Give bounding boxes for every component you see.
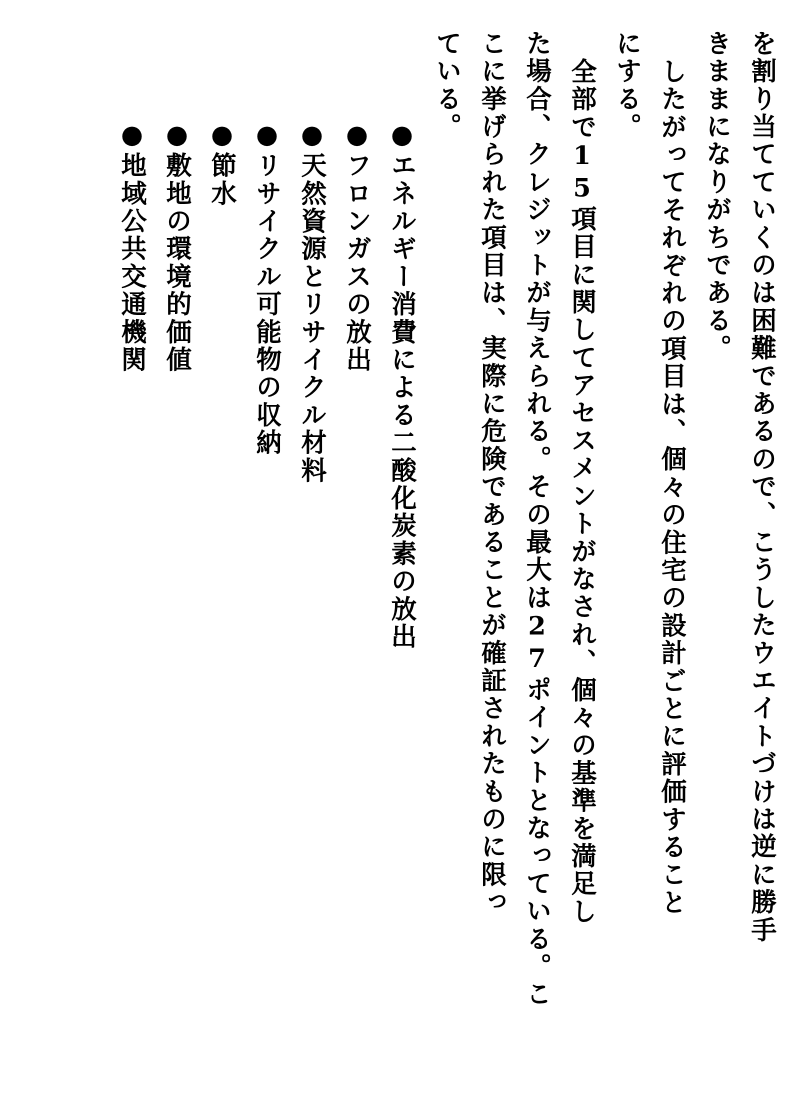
bullet-item-4: ●リサイクル可能物の収納 xyxy=(252,120,282,457)
bullet-item-7: ●地域公共交通機関 xyxy=(117,120,147,374)
text-column-8: ている。 xyxy=(432,30,462,141)
bullet-item-1: ●エネルギー消費による二酸化炭素の放出 xyxy=(387,120,417,651)
text-column-3: したがってそれぞれの項目は、個々の住宅の設計ごとに評価すること xyxy=(657,58,687,917)
text-column-7: こに挙げられた項目は、実際に危険であることが確証されたものに限っ xyxy=(477,30,507,917)
text-column-4: にする。 xyxy=(612,30,642,141)
bullet-item-3: ●天然資源とリサイクル材料 xyxy=(297,120,327,485)
bullet-item-5: ●節水 xyxy=(207,120,237,208)
vertical-text-block xyxy=(26,30,777,1090)
bullet-item-6: ●敷地の環境的価値 xyxy=(162,120,192,374)
text-column-5: 全部で15項目に関してアセスメントがなされ、個々の基準を満足し xyxy=(567,58,597,926)
text-column-2: きままになりがちである。 xyxy=(702,30,732,363)
text-column-1: を割り当てていくのは困難であるので、こうしたウエイトづけは逆に勝手 xyxy=(747,30,777,945)
bullet-item-2: ●フロンガスの放出 xyxy=(342,120,372,374)
text-column-6: た場合、クレジットが与えられる。その最大は27ポイントとなっている。こ xyxy=(522,30,552,1009)
